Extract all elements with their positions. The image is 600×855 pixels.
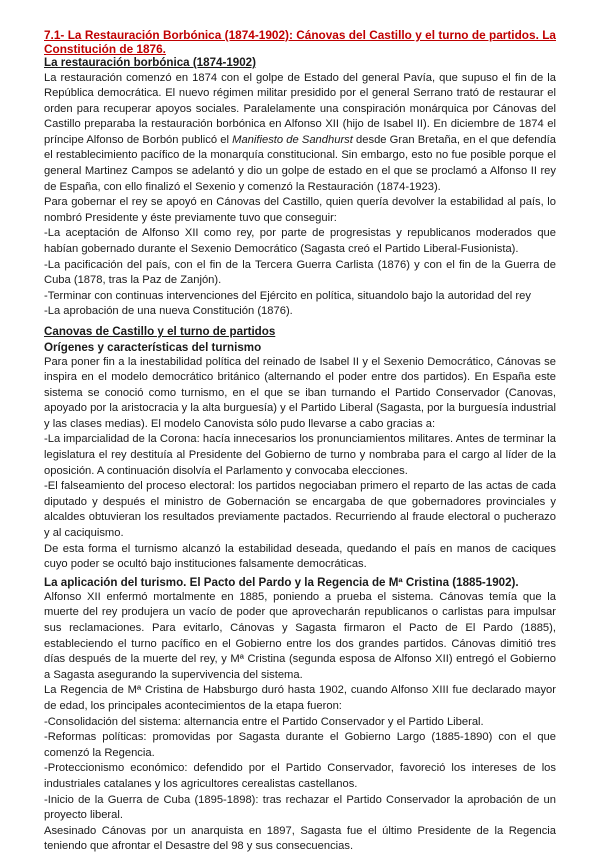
paragraph-text: desde Gran Bretaña, en el que defendía el restablecimiento pacífico de la monarquía constitucional. Sin embargo, esto no fue posible porque el general Martinez Campos se adelantó y dio un golpe de estado en el que se proclamó a Alfonso II rey de España, con ello finalizó el Sexenio y comenzó la Restauración (1874-1923). xyxy=(44,133,556,193)
section-heading-restauracion: La restauración borbónica (1874-1902) xyxy=(44,56,256,69)
list-item: -Consolidación del sistema: alternancia entre el Partido Conservador y el Partido Liberal. xyxy=(44,715,484,728)
document-title: 7.1- La Restauración Borbónica (1874-1902): Cánovas del Castillo y el turno de partidos. La Constitución de 1876. xyxy=(44,28,556,56)
list-item: -La pacificación del país, con el fin de la Tercera Guerra Carlista (1876) y con el fin de la Guerra de Cuba (1878, tras la Paz de Zanjón). xyxy=(44,258,556,287)
subsection-heading-origenes: Orígenes y características del turnismo xyxy=(44,340,262,354)
list-item: -Terminar con continuas intervenciones del Ejército en política, situandolo bajo la autoridad del rey xyxy=(44,289,531,302)
paragraph-gobierno-canovas: Para gobernar el rey se apoyó en Cánovas del Castillo, quien quería devolver la estabilidad al país, lo nombró Presidente y éste previamente tuvo que conseguir: xyxy=(44,196,556,224)
paragraph-asesinato-canovas: Asesinado Cánovas por un anarquista en 1897, Sagasta fue el último Presidente de la Regencia teniendo que afrontar el Desastre del 98 y sus consecuencias. xyxy=(44,824,556,853)
section-heading-pacto-pardo: La aplicación del turismo. El Pacto del Pardo y la Regencia de Mª Cristina (1885-1902). xyxy=(44,575,519,589)
paragraph-turnismo: Para poner fin a la inestabilidad política del reinado de Isabel II y el Sexenio Democrático, Cánovas se inspira en el modelo democrático británico (alternando el poder entre dos partidos). En España este sistema se conoció como turnismo, en el que se iban turnando el Partido Conservador (Canovas, apoyado por la aristocracia y la alta burguesía) y el Partido Liberal (Sagasta, por la burguesía industrial y las clases medias). El modelo Canovista sólo pudo llevarse a cabo gracias a: xyxy=(44,355,556,430)
list-item: -La aceptación de Alfonso XII como rey, por parte de progresistas y republicanos moderados que habían gobernado durante el Sexenio Democrático (Sagasta creó el Partido Liberal-Fusionista). xyxy=(44,227,556,256)
section-heading-turno: Canovas de Castillo y el turno de partidos xyxy=(44,325,276,338)
list-item: -El falseamiento del proceso electoral: los partidos negociaban primero el reparto de las actas de cada diputado y después el ministro de Gobernación se encargaba de que gobernadores provinciales y alcaldes obtuvieran los resultados previamente pactados. Recurriendo al fraude electoral o pucherazo y al caciquismo. xyxy=(44,480,556,540)
manifiesto-title: Manifiesto de Sandhurst xyxy=(232,133,353,146)
list-item: -La aprobación de una nueva Constitución (1876). xyxy=(44,305,293,318)
paragraph-restauracion-intro xyxy=(44,71,556,196)
paragraph-pacto-pardo: Alfonso XII enfermó mortalmente en 1885, poniendo a prueba el sistema. Cánovas temía que la muerte del rey produjera un vacío de poder que aprovecharán republicanos o carlistas para impulsar sus reclamaciones. Para evitarlo, Cánovas y Sagasta firmaron el Pacto de El Pardo (1885), estableciendo el turno pacífico en el Gobierno entre los dos grandes partidos. Cánovas dimitió tres días después de la muerte del rey, y Mª Cristina (segunda esposa de Alfonso XII) entregó el Gobierno a Sagasta asegurando la supervivencia del sistema. xyxy=(44,590,556,681)
paragraph-regencia: La Regencia de Mª Cristina de Habsburgo duró hasta 1902, cuando Alfonso XIII fue declarado mayor de edad, los principales acontecimientos de la etapa fueron: xyxy=(44,684,556,712)
list-item: -La imparcialidad de la Corona: hacía innecesarios los pronunciamientos militares. Antes de terminar la legislatura el rey destituía al Presidente del Gobierno de turno y nombraba para el cargo al líder de la oposición. A continuación disolvía el Parlamento y convocaba elecciones. xyxy=(44,433,556,477)
list-item: -Inicio de la Guerra de Cuba (1895-1898): tras rechazar el Partido Conservador la aprobación de un proyecto liberal. xyxy=(44,793,556,822)
paragraph-estabilidad: De esta forma el turnismo alcanzó la estabilidad deseada, quedando el país en manos de caciques cuyo poder se ocultó bajo instituciones falsamente democráticas. xyxy=(44,542,556,571)
list-item: -Proteccionismo económico: defendido por el Partido Conservador, favoreció los intereses de los industriales catalanes y los agricultores cerealistas castellanos. xyxy=(44,762,556,790)
list-item: -Reformas políticas: promovidas por Sagasta durante el Gobierno Largo (1885-1890) con el que comenzó la Regencia. xyxy=(44,731,556,759)
paragraph-text: La restauración comenzó en 1874 con el golpe de Estado del general Pavía, que supuso el fin de la República democrática. El nuevo régimen militar presidido por el general Serrano trató de restaurar el orden para recuperar apoyos sociales. Paralelamente una conspiración monárquica por Cánovas del Castillo preparaba la restauración borbónica en Alfonso XII (hijo de Isabel II). En diciembre de 1874 el príncipe Alfonso de Borbón publicó el xyxy=(44,71,556,146)
